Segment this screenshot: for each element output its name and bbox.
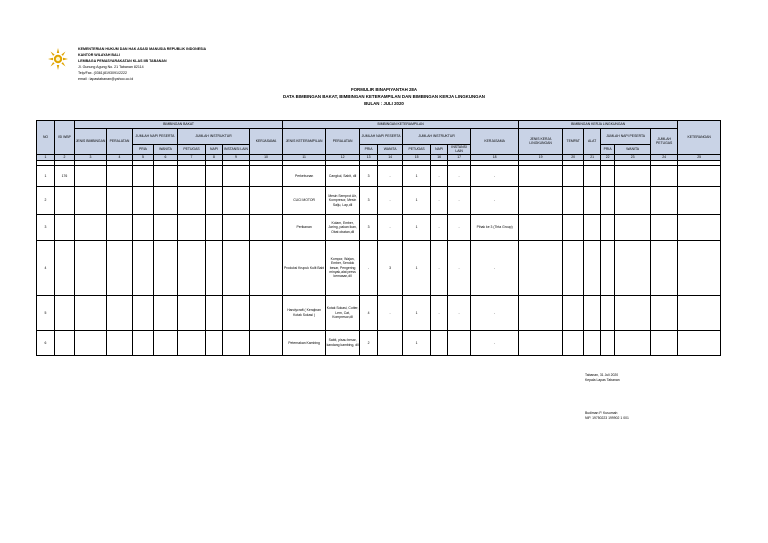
signature-place-date: Tabanan, 31 Juli 2020 — [585, 373, 619, 377]
cell — [107, 186, 133, 214]
row-isi-wbp — [55, 186, 75, 214]
data-rows — [37, 165, 721, 355]
row-peralatan: Kolam, Ember, Jaring, pakan ikan, Obat obatan,dll — [326, 214, 360, 240]
institution-logo — [47, 47, 69, 71]
cell — [250, 165, 283, 186]
row-instansi-lain: - — [448, 295, 471, 330]
cell — [651, 330, 678, 355]
cell — [615, 295, 651, 330]
column-number: 19 — [519, 154, 563, 160]
column-number: 23 — [615, 154, 651, 160]
cell — [651, 214, 678, 240]
cell — [206, 214, 223, 240]
header-bimbingan-kerja: BIMBINGAN KERJA LINGKUNGAN — [519, 121, 678, 129]
header-isi-wbp: ISI WBP — [55, 121, 75, 155]
row-pria: 3 — [360, 186, 378, 214]
column-number: 16 — [431, 154, 448, 160]
form-title: DATA BIMBINGAN BAKAT, BIMBINGAN KETERAMPILAN DAN BIMBINGAN KERJA LINGKUNGAN — [283, 94, 485, 99]
column-number: 5 — [133, 154, 154, 160]
cell — [584, 214, 601, 240]
row-jenis-keterampilan: Perikanan — [283, 214, 326, 240]
cell — [519, 186, 563, 214]
header-keterangan: KETERANGAN — [678, 121, 721, 155]
row-jenis-keterampilan: CUCI MOTOR — [283, 186, 326, 214]
header-pria-bakat: PRIA — [133, 145, 154, 155]
cell — [107, 295, 133, 330]
row-wanita: - — [378, 214, 403, 240]
row-kerjasama: - — [471, 330, 519, 355]
column-number: 11 — [283, 154, 326, 160]
prison-name: LEMBAGA PEMASYARAKATAN KLAS IIB TABANAN — [78, 59, 167, 63]
row-peralatan: Kompor, Wajan, Ember, Sendok besar, Pengering minyak,alat press kemasan,dll — [326, 240, 360, 295]
header-jumlah-napi-keterampilan: JUMLAH NAPI PESERTA — [360, 129, 403, 145]
table-row — [37, 165, 721, 186]
column-number: 14 — [378, 154, 403, 160]
row-isi-wbp — [55, 240, 75, 295]
row-no: 6 — [37, 330, 55, 355]
cell — [154, 165, 178, 186]
cell — [519, 165, 563, 186]
cell — [651, 295, 678, 330]
column-number: 1 — [37, 154, 55, 160]
cell — [154, 240, 178, 295]
cell — [678, 214, 721, 240]
row-isi-wbp: 176 — [55, 165, 75, 186]
cell — [206, 295, 223, 330]
header-napi-bakat: NAPI — [206, 145, 223, 155]
header-jumlah-napi-bakat: JUMLAH NAPI PESERTA — [133, 129, 178, 145]
form-titles — [0, 86, 768, 107]
cell — [178, 214, 206, 240]
row-peralatan: Cangkul, Sabit, dll — [326, 165, 360, 186]
cell — [519, 330, 563, 355]
cell — [519, 240, 563, 295]
signature-name: Budiman P. Kusumah — [585, 411, 618, 415]
cell — [178, 295, 206, 330]
header-napi-keterampilan: NAPI — [431, 145, 448, 155]
cell — [133, 186, 154, 214]
header-kerjasama-keterampilan: KERJASAMA — [471, 129, 519, 155]
cell — [250, 214, 283, 240]
row-no: 1 — [37, 165, 55, 186]
row-peralatan: Mesin Semprot Air, Kompresor, Mesin Salju, Lap,dll — [326, 186, 360, 214]
header-alat: ALAT — [584, 129, 601, 155]
cell — [133, 214, 154, 240]
row-napi: - — [431, 295, 448, 330]
table-row — [37, 330, 721, 355]
cell — [651, 165, 678, 186]
row-pria: 3 — [360, 165, 378, 186]
cell — [75, 240, 107, 295]
cell — [615, 240, 651, 295]
address: Jl. Gunung Agung No. 21 Tabanan 82114 — [78, 65, 144, 69]
column-number: 4 — [107, 154, 133, 160]
cell — [154, 295, 178, 330]
cell — [601, 165, 615, 186]
header-pria-keterampilan: PRIA — [360, 145, 378, 155]
form-period: BULAN : JULI 2020 — [364, 101, 404, 106]
row-pria: 4 — [360, 295, 378, 330]
cell — [601, 214, 615, 240]
cell — [678, 240, 721, 295]
cell — [250, 186, 283, 214]
cell — [75, 214, 107, 240]
column-number: 8 — [206, 154, 223, 160]
cell — [250, 295, 283, 330]
cell — [615, 165, 651, 186]
cell — [75, 295, 107, 330]
column-number: 10 — [250, 154, 283, 160]
table-row — [37, 295, 721, 330]
row-petugas: 1 — [403, 330, 431, 355]
header-jumlah-napi-kerja: JUMLAH NAPI PESERTA — [601, 129, 651, 145]
cell — [584, 295, 601, 330]
row-petugas: 1 — [403, 214, 431, 240]
cell — [154, 186, 178, 214]
column-number: 22 — [601, 154, 615, 160]
cell — [223, 330, 250, 355]
row-wanita: - — [378, 295, 403, 330]
row-wanita — [378, 330, 403, 355]
row-kerjasama: - — [471, 295, 519, 330]
row-instansi-lain: - — [448, 240, 471, 295]
cell — [678, 295, 721, 330]
cell — [206, 330, 223, 355]
cell — [206, 186, 223, 214]
header-bimbingan-keterampilan: BIMBINGAN KETERAMPILAN — [283, 121, 519, 129]
header-jenis-keterampilan: JENIS KETERAMPILAN — [283, 129, 326, 155]
email: email : lapastabanan@yahoo.co.id — [78, 77, 134, 81]
header-no: NO — [37, 121, 55, 155]
row-jenis-keterampilan: Peternakan Kambing — [283, 330, 326, 355]
cell — [133, 165, 154, 186]
cell — [178, 186, 206, 214]
row-kerjasama: - — [471, 186, 519, 214]
cell — [678, 186, 721, 214]
header-peralatan-bakat: PERALATAN — [107, 129, 133, 155]
row-napi: - — [431, 186, 448, 214]
cell — [223, 165, 250, 186]
cell — [615, 186, 651, 214]
row-napi — [431, 330, 448, 355]
cell — [563, 165, 584, 186]
cell — [563, 330, 584, 355]
cell — [678, 330, 721, 355]
cell — [678, 165, 721, 186]
row-peralatan: Sabit, pisau besar, kandang kambing, dll — [326, 330, 360, 355]
header-instansi-bakat: INSTANSI LAIN — [223, 145, 250, 155]
row-jenis-keterampilan: Produksi Krupuk Kulit Babi — [283, 240, 326, 295]
row-instansi-lain: - — [448, 165, 471, 186]
row-jenis-keterampilan: Handycraft ( Kerajinan Kotak Sokasi ) — [283, 295, 326, 330]
column-number: 3 — [75, 154, 107, 160]
signature-block — [585, 373, 620, 383]
row-pria: - — [360, 240, 378, 295]
form-code: FORMULIR BINAPIYANTAH 28A — [350, 87, 418, 92]
row-isi-wbp — [55, 214, 75, 240]
column-number: 24 — [651, 154, 678, 160]
cell — [75, 330, 107, 355]
cell — [651, 186, 678, 214]
header-jumlah-instruktur-keterampilan: JUMLAH INSTRUKTUR — [403, 129, 471, 145]
row-peralatan: Kotak Sokasi, Cutter, Lem, Cat, Kompresor,dll — [326, 295, 360, 330]
row-kerjasama: - — [471, 240, 519, 295]
row-pria: 3 — [360, 214, 378, 240]
table-row — [37, 240, 721, 295]
cell — [519, 214, 563, 240]
cell — [178, 330, 206, 355]
cell — [563, 214, 584, 240]
row-no: 5 — [37, 295, 55, 330]
cell — [584, 240, 601, 295]
header-petugas-bakat: PETUGAS — [178, 145, 206, 155]
row-instansi-lain: - — [448, 186, 471, 214]
cell — [107, 330, 133, 355]
cell — [615, 330, 651, 355]
signature-position: Kepala Lapas Tabanan — [585, 378, 620, 382]
cell — [178, 240, 206, 295]
cell — [133, 295, 154, 330]
signature-name-block — [585, 411, 629, 421]
cell — [154, 214, 178, 240]
cell — [154, 330, 178, 355]
header-wanita-keterampilan: WANITA — [378, 145, 403, 155]
row-napi: - — [431, 214, 448, 240]
column-number: 15 — [403, 154, 431, 160]
header-peralatan-keterampilan: PERALATAN — [326, 129, 360, 155]
cell — [250, 330, 283, 355]
row-pria: 2 — [360, 330, 378, 355]
ministry-name: KEMENTERIAN HUKUM DAN HAK ASASI MANUSIA REPUBLIK INDONESIA — [78, 47, 207, 51]
cell — [584, 186, 601, 214]
header-jenis-bimbingan: JENIS BIMBINGAN — [75, 129, 107, 155]
cell — [107, 240, 133, 295]
row-no: 4 — [37, 240, 55, 295]
cell — [206, 240, 223, 295]
cell — [601, 295, 615, 330]
row-kerjasama: - — [471, 165, 519, 186]
cell — [601, 330, 615, 355]
cell — [206, 165, 223, 186]
row-petugas: 1 — [403, 295, 431, 330]
cell — [75, 186, 107, 214]
column-number: 7 — [178, 154, 206, 160]
header-tempat: TEMPAT — [563, 129, 584, 155]
header-wanita-kerja: WANITA — [615, 145, 651, 155]
institution-header — [78, 46, 206, 82]
column-number: 6 — [154, 154, 178, 160]
header-wanita-bakat: WANITA — [154, 145, 178, 155]
row-jenis-keterampilan: Perkebunan — [283, 165, 326, 186]
guidance-data-table — [36, 120, 721, 356]
row-kerjasama: Pihak ke 3 (Tirta Group) — [471, 214, 519, 240]
column-number: 20 — [563, 154, 584, 160]
cell — [563, 295, 584, 330]
table-row — [37, 186, 721, 214]
cell — [651, 240, 678, 295]
header-jenis-kerja-lingkungan: JENIS KERJA LINGKUNGAN — [519, 129, 563, 155]
row-isi-wbp — [55, 295, 75, 330]
cell — [178, 165, 206, 186]
cell — [584, 165, 601, 186]
column-number: 13 — [360, 154, 378, 160]
row-wanita: - — [378, 186, 403, 214]
header-jumlah-petugas: JUMLAH PETUGAS — [651, 129, 678, 155]
row-isi-wbp — [55, 330, 75, 355]
cell — [584, 330, 601, 355]
cell — [133, 240, 154, 295]
column-number: 17 — [448, 154, 471, 160]
column-number: 21 — [584, 154, 601, 160]
header-bimbingan-bakat: BIMBINGAN BAKAT — [75, 121, 283, 129]
header-kerjasama-bakat: KERJASAMA — [250, 129, 283, 155]
row-no: 2 — [37, 186, 55, 214]
column-number: 18 — [471, 154, 519, 160]
column-number: 9 — [223, 154, 250, 160]
cell — [601, 240, 615, 295]
header-petugas-keterampilan: PETUGAS — [403, 145, 431, 155]
row-instansi-lain — [448, 330, 471, 355]
cell — [223, 295, 250, 330]
column-number: 2 — [55, 154, 75, 160]
row-petugas: 1 — [403, 240, 431, 295]
cell — [223, 214, 250, 240]
cell — [75, 165, 107, 186]
row-wanita: - — [378, 165, 403, 186]
cell — [615, 214, 651, 240]
column-number: 12 — [326, 154, 360, 160]
row-petugas: 1 — [403, 165, 431, 186]
cell — [223, 186, 250, 214]
header-pria-kerja: PRIA — [601, 145, 615, 155]
regional-office: KANTOR WILAYAH BALI — [78, 53, 120, 57]
cell — [250, 240, 283, 295]
header-instansi-keterampilan: INSTANSI LAIN — [448, 145, 471, 155]
cell — [107, 214, 133, 240]
row-instansi-lain: - — [448, 214, 471, 240]
signature-nip: NIP. 19750223 199902 1 001 — [585, 416, 629, 420]
table-row — [37, 214, 721, 240]
header-jumlah-instruktur-bakat: JUMLAH INSTRUKTUR — [178, 129, 250, 145]
row-no: 3 — [37, 214, 55, 240]
row-petugas: 1 — [403, 186, 431, 214]
cell — [563, 186, 584, 214]
cell — [223, 240, 250, 295]
cell — [519, 295, 563, 330]
cell — [133, 330, 154, 355]
column-number: 25 — [678, 154, 721, 160]
cell — [601, 186, 615, 214]
cell — [107, 165, 133, 186]
cell — [563, 240, 584, 295]
row-napi: - — [431, 240, 448, 295]
phone: Telp/Fax. (0361)8193091/2222 — [78, 71, 127, 75]
row-napi: - — [431, 165, 448, 186]
row-wanita: 3 — [378, 240, 403, 295]
